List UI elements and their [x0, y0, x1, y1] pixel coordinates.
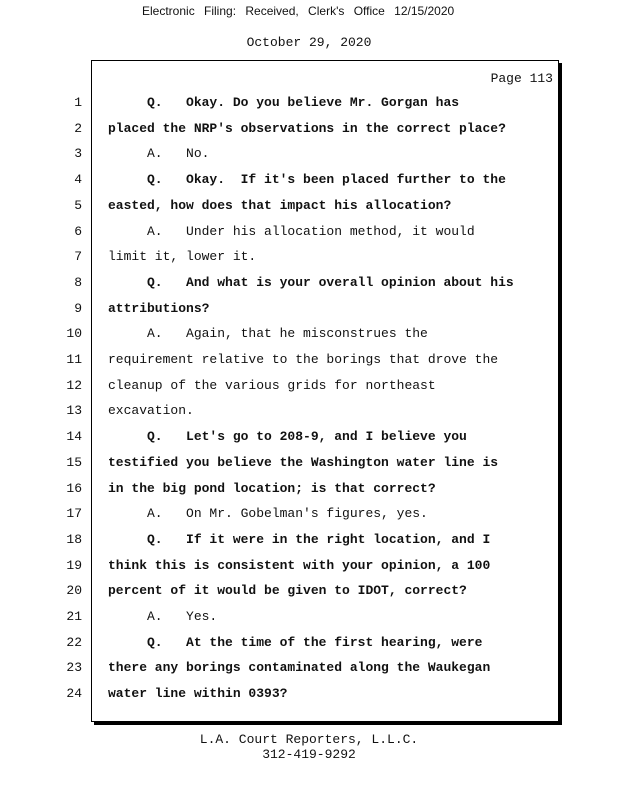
line-number: 18 — [66, 532, 82, 547]
line-number: 4 — [74, 172, 82, 187]
line-number: 6 — [74, 224, 82, 239]
line-number: 21 — [66, 609, 82, 624]
question-line: think this is consistent with your opinion, a 100 — [108, 558, 491, 573]
line-number: 3 — [74, 146, 82, 161]
line-number: 23 — [66, 660, 82, 675]
question-line: testified you believe the Washington water line is — [108, 455, 499, 470]
question-line: in the big pond location; is that correct? — [108, 481, 436, 496]
question-line: percent of it would be given to IDOT, correct? — [108, 583, 467, 598]
answer-line: A. Yes. — [108, 609, 218, 624]
line-number: 5 — [74, 198, 82, 213]
question-line: easted, how does that impact his allocation? — [108, 198, 452, 213]
question-line: Q. If it were in the right location, and I — [108, 532, 491, 547]
line-number: 17 — [66, 506, 82, 521]
line-number: 2 — [74, 121, 82, 136]
question-line: placed the NRP's observations in the correct place? — [108, 121, 506, 136]
line-number: 12 — [66, 378, 82, 393]
question-line: Q. Let's go to 208-9, and I believe you — [108, 429, 467, 444]
line-number: 19 — [66, 558, 82, 573]
question-line: Q. At the time of the first hearing, were — [108, 635, 483, 650]
line-number: 15 — [66, 455, 82, 470]
line-number: 24 — [66, 686, 82, 701]
answer-line: limit it, lower it. — [108, 249, 257, 264]
answer-line: A. Under his allocation method, it would — [108, 224, 475, 239]
question-line: attributions? — [108, 301, 210, 316]
line-number: 7 — [74, 249, 82, 264]
answer-line: A. No. — [108, 146, 210, 161]
question-line: Q. And what is your overall opinion about his — [108, 275, 514, 290]
filing-stamp: Electronic Filing: Received, Clerk's Office 12/15/2020 — [142, 4, 455, 18]
question-line: water line within 0393? — [108, 686, 288, 701]
answer-line: A. On Mr. Gobelman's figures, yes. — [108, 506, 428, 521]
footer — [0, 732, 618, 762]
page-number: Page 113 — [490, 71, 553, 86]
line-number: 9 — [74, 301, 82, 316]
reporter-company: L.A. Court Reporters, L.L.C. — [199, 732, 419, 747]
line-number: 13 — [66, 403, 82, 418]
line-number: 11 — [66, 352, 82, 367]
line-number: 22 — [66, 635, 82, 650]
question-line: there any borings contaminated along the Waukegan — [108, 660, 491, 675]
answer-line: A. Again, that he misconstrues the — [108, 326, 428, 341]
answer-line: cleanup of the various grids for northeast — [108, 378, 436, 393]
line-number: 8 — [74, 275, 82, 290]
question-line: Q. Okay. Do you believe Mr. Gorgan has — [108, 95, 460, 110]
reporter-phone: 312-419-9292 — [262, 747, 356, 762]
transcript-date: October 29, 2020 — [246, 35, 372, 50]
line-number: 1 — [74, 95, 82, 110]
line-number: 10 — [66, 326, 82, 341]
answer-line: requirement relative to the borings that drove the — [108, 352, 499, 367]
line-number: 14 — [66, 429, 82, 444]
question-line: Q. Okay. If it's been placed further to the — [108, 172, 506, 187]
line-number: 16 — [66, 481, 82, 496]
line-number: 20 — [66, 583, 82, 598]
answer-line: excavation. — [108, 403, 194, 418]
